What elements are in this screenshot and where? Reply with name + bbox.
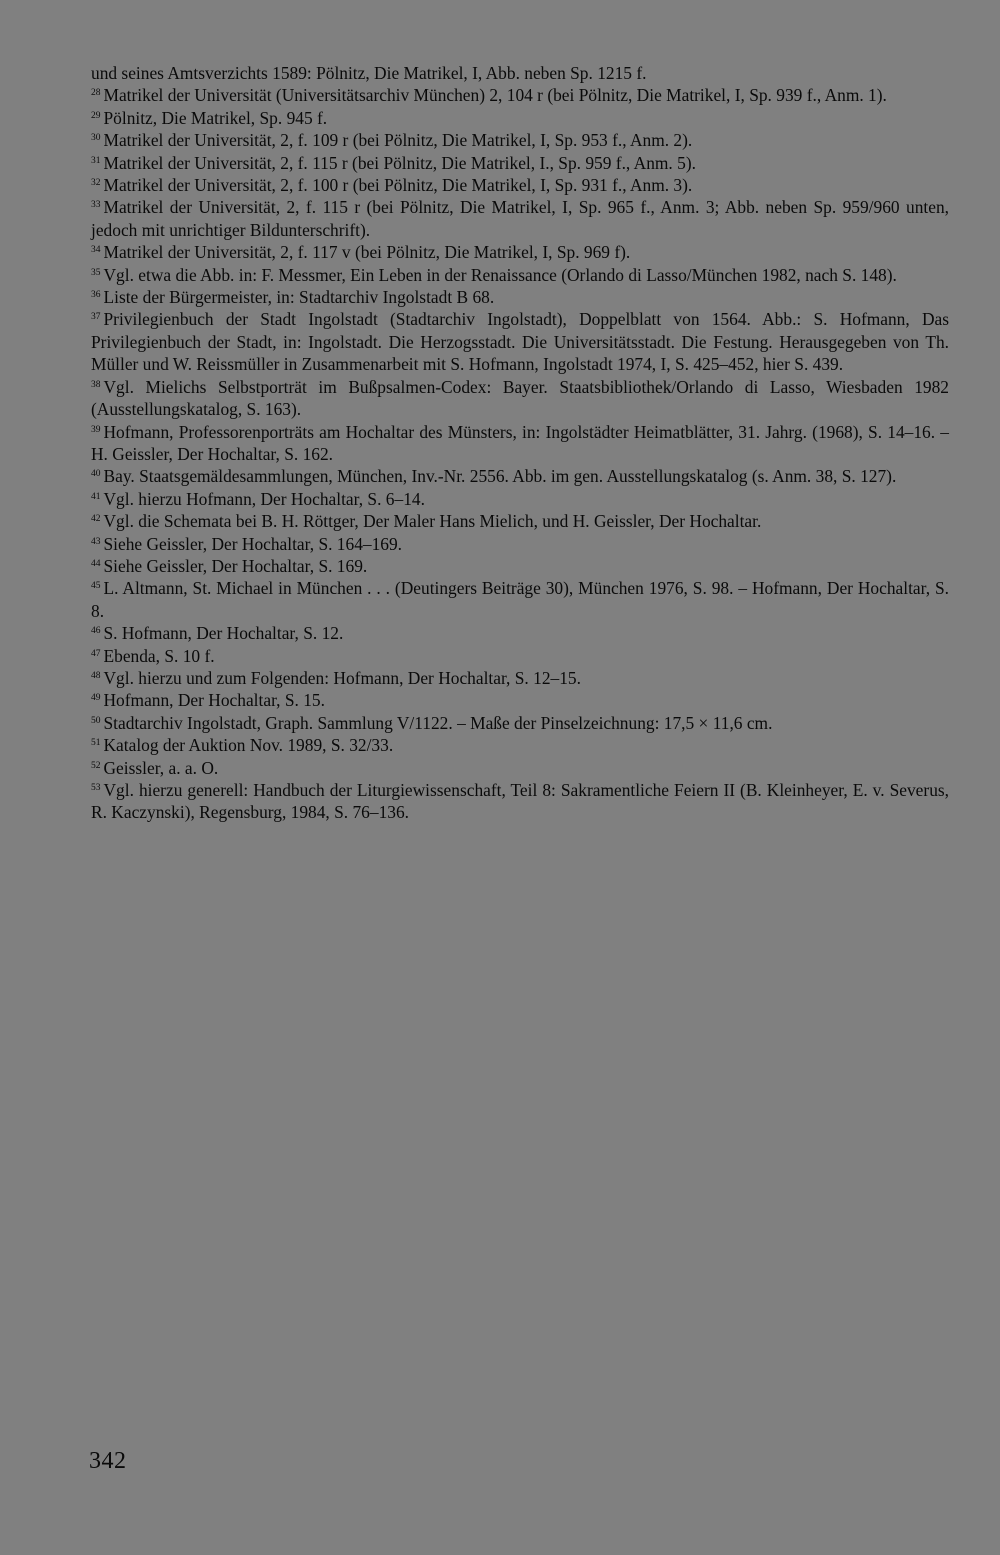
footnote-number: 48 — [91, 670, 101, 681]
footnote-number: 49 — [91, 693, 101, 704]
footnote-text: Matrikel der Universität, 2, f. 117 v (bei Pölnitz, Die Matrikel, I, Sp. 969 f). — [103, 242, 631, 263]
footnote-text: Vgl. etwa die Abb. in: F. Messmer, Ein Leben in der Renaissance (Orlando di Lasso/München 1982, nach S. 148). — [103, 264, 897, 285]
footnote-text: Matrikel der Universität, 2, f. 100 r (bei Pölnitz, Die Matrikel, I, Sp. 931 f., Anm. 3). — [103, 175, 693, 196]
footnote-text: Matrikel der Universität, 2, f. 115 r (bei Pölnitz, Die Matrikel, I, Sp. 965 f., Anm. 3; Abb. neben Sp. 959/960 unten, jedoch mit unrichtiger Bildunterschrift). — [91, 197, 949, 240]
footnote-number: 40 — [91, 469, 101, 480]
footnote-text: L. Altmann, St. Michael in München . . . (Deutingers Beiträge 30), München 1976, S. 98. – Hofmann, Der Hochaltar, S. 8. — [91, 578, 949, 621]
footnote-text: Stadtarchiv Ingolstadt, Graph. Sammlung V/1122. – Maße der Pinselzeichnung: 17,5 × 11,6 cm. — [103, 712, 773, 733]
footnote-number: 50 — [91, 715, 101, 726]
footnote-text: Siehe Geissler, Der Hochaltar, S. 164–169. — [103, 533, 403, 554]
footnote-text: Matrikel der Universität, 2, f. 115 r (bei Pölnitz, Die Matrikel, I., Sp. 959 f., Anm. 5). — [103, 152, 696, 173]
footnote-text: Matrikel der Universität (Universitätsarchiv München) 2, 104 r (bei Pölnitz, Die Matrikel, I, Sp. 939 f., Anm. 1). — [103, 85, 887, 106]
footnote-49 — [91, 689, 949, 711]
footnote-37 — [91, 308, 949, 375]
footnote-text: Privilegienbuch der Stadt Ingolstadt (Stadtarchiv Ingolstadt), Doppelblatt von 1564. Abb.: S. Hofmann, Das Privilegienbuch der Stadt, in: Ingolstadt. Die Herzogsstadt. Die Universitätsstadt. Die Festung. Herausgegeben von Th. Müller und W. Reissmüller in Zusammenarbeit mit S. Hofmann, Ingolstadt 1974, I, S. 425–452, hier S. 439. — [91, 309, 949, 375]
footnote-number: 43 — [91, 536, 101, 547]
footnote-44 — [91, 555, 949, 577]
footnote-text: Liste der Bürgermeister, in: Stadtarchiv Ingolstadt B 68. — [103, 287, 495, 308]
footnote-number: 35 — [91, 267, 101, 278]
footnote-text: Geissler, a. a. O. — [103, 757, 219, 778]
footnote-continuation — [91, 62, 949, 84]
footnote-number: 39 — [91, 424, 101, 435]
footnote-48 — [91, 667, 949, 689]
footnote-46 — [91, 622, 949, 644]
footnote-number: 53 — [91, 783, 101, 793]
footnote-30 — [91, 129, 949, 151]
footnote-number: 28 — [91, 88, 101, 99]
footnote-36 — [91, 286, 949, 308]
page-number: 342 — [89, 1448, 127, 1474]
footnote-text: S. Hofmann, Der Hochaltar, S. 12. — [103, 623, 344, 644]
footnote-text: Vgl. hierzu und zum Folgenden: Hofmann, Der Hochaltar, S. 12–15. — [103, 667, 581, 688]
footnote-34 — [91, 241, 949, 263]
footnote-text: Vgl. hierzu generell: Handbuch der Liturgiewissenschaft, Teil 8: Sakramentliche Feiern II (B. Kleinheyer, E. v. Severus, R. Kaczynski), Regensburg, 1984, S. 76–136. — [91, 780, 949, 823]
footnote-40 — [91, 465, 949, 487]
footnote-text: Hofmann, Der Hochaltar, S. 15. — [103, 690, 325, 711]
footnote-52 — [91, 757, 949, 779]
footnote-text: Hofmann, Professorenporträts am Hochaltar des Münsters, in: Ingolstädter Heimatblätter, 31. Jahrg. (1968), S. 14–16. – H. Geissler, Der Hochaltar, S. 162. — [91, 421, 949, 464]
footnote-text: Siehe Geissler, Der Hochaltar, S. 169. — [103, 555, 368, 576]
footnote-43 — [91, 533, 949, 555]
footnote-text: und seines Amtsverzichts 1589: Pölnitz, Die Matrikel, I, Abb. neben Sp. 1215 f. — [91, 63, 647, 83]
footnote-50 — [91, 712, 949, 734]
footnote-39 — [91, 421, 949, 466]
footnote-51 — [91, 734, 949, 756]
footnote-35 — [91, 264, 949, 286]
footnote-number: 36 — [91, 290, 101, 301]
footnote-number: 31 — [91, 155, 101, 166]
footnote-31 — [91, 152, 949, 174]
footnote-32 — [91, 174, 949, 196]
footnote-number: 47 — [91, 648, 101, 659]
footnote-number: 32 — [91, 178, 101, 189]
footnote-42 — [91, 510, 949, 532]
footnote-number: 42 — [91, 514, 101, 525]
footnote-text: Katalog der Auktion Nov. 1989, S. 32/33. — [103, 735, 394, 756]
footnote-number: 51 — [91, 738, 101, 749]
footnote-number: 41 — [91, 491, 101, 502]
footnote-29 — [91, 107, 949, 129]
footnote-number: 38 — [91, 379, 101, 390]
footnote-number: 34 — [91, 245, 101, 256]
footnote-number: 29 — [91, 110, 101, 121]
footnote-text: Vgl. hierzu Hofmann, Der Hochaltar, S. 6–14. — [103, 488, 425, 509]
footnote-text: Ebenda, S. 10 f. — [103, 645, 215, 666]
footnote-number: 52 — [91, 760, 101, 771]
footnote-text: Matrikel der Universität, 2, f. 109 r (bei Pölnitz, Die Matrikel, I, Sp. 953 f., Anm. 2). — [103, 130, 693, 151]
footnote-number: 30 — [91, 133, 101, 144]
footnote-47 — [91, 645, 949, 667]
footnote-text: Vgl. Mielichs Selbstporträt im Bußpsalmen-Codex: Bayer. Staatsbibliothek/Orlando di Lasso, Wiesbaden 1982 (Ausstellungskatalog, S. 163). — [91, 376, 949, 420]
footnote-53 — [91, 779, 949, 824]
footnote-45 — [91, 577, 949, 622]
footnote-number: 33 — [91, 200, 101, 211]
footnote-number: 44 — [91, 558, 101, 569]
footnote-number: 46 — [91, 626, 101, 637]
footnote-text: Bay. Staatsgemäldesammlungen, München, Inv.-Nr. 2556. Abb. im gen. Ausstellungskatalog (s. Anm. 38, S. 127). — [103, 466, 897, 487]
footnote-38 — [91, 376, 949, 421]
footnote-number: 37 — [91, 312, 101, 323]
footnote-number: 45 — [91, 581, 101, 592]
footnotes-block — [91, 62, 949, 824]
footnote-41 — [91, 488, 949, 510]
footnote-33 — [91, 196, 949, 241]
footnote-text: Vgl. die Schemata bei B. H. Röttger, Der Maler Hans Mielich, und H. Geissler, Der Hochaltar. — [103, 511, 762, 532]
footnote-text: Pölnitz, Die Matrikel, Sp. 945 f. — [103, 107, 328, 128]
footnote-28 — [91, 84, 949, 106]
